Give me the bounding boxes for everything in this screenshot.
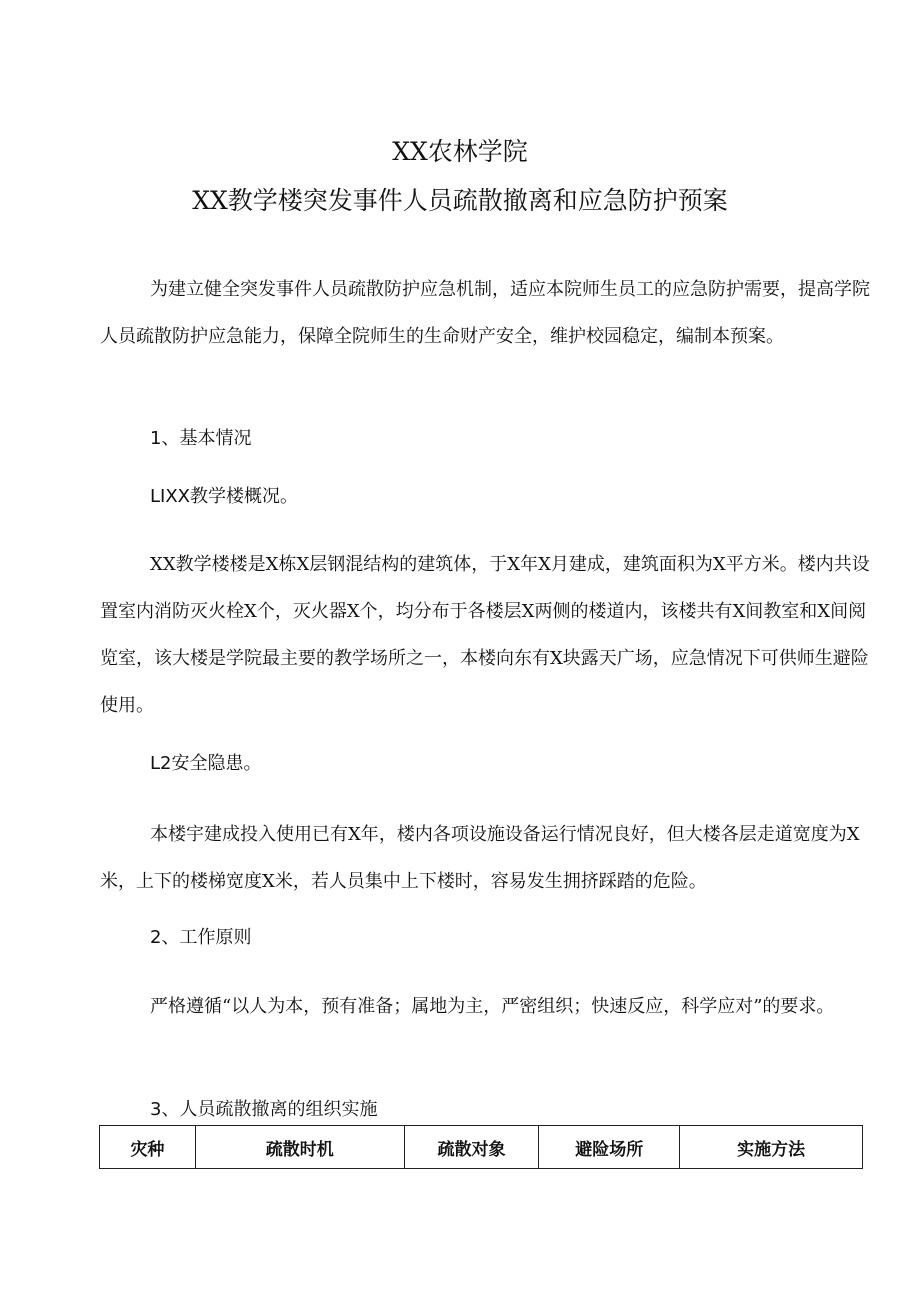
- section1-2-heading: L2安全隐患。: [150, 753, 262, 774]
- table-header-cell: 疏散时机: [195, 1126, 404, 1169]
- section2-text: 严格遵循“以人为本，预有准备；属地为主，严密组织；快速反应，科学应对”的要求。: [150, 996, 835, 1017]
- table-header-cell: 避险场所: [539, 1126, 680, 1169]
- table-header-cell: 疏散对象: [404, 1126, 539, 1169]
- section1-1-text: XX教学楼楼是X栋X层钢混结构的建筑体，于X年X月建成，建筑面积为X平方米。楼内共设置室内消防灭火栓X个，灭火器X个，均分布于各楼层X两侧的楼道内，该楼共有X间教室和X间阅览室，该大楼是学院最主要的教学场所之一，本楼向东有X块露天广场，应急情况下可供师生避险使用。: [100, 554, 870, 716]
- intro-paragraph: [100, 266, 870, 360]
- table-header-row: [100, 1126, 863, 1169]
- table-header-cell: 实施方法: [680, 1126, 863, 1169]
- section1-2-text: 本楼宇建成投入使用已有X年，楼内各项设施设备运行情况良好，但大楼各层走道宽度为X米，上下的楼梯宽度X米，若人员集中上下楼时，容易发生拥挤踩踏的危险。: [100, 824, 860, 892]
- table-header-cell: 灾种: [100, 1126, 196, 1169]
- section3-heading: 3、人员疏散撤离的组织实施: [150, 1099, 378, 1120]
- section2-paragraph: [100, 983, 870, 1030]
- section1-1-paragraph: [100, 541, 870, 729]
- section1-2-paragraph: [100, 811, 870, 905]
- document-title-plan: XX教学楼突发事件人员疏散撤离和应急防护预案: [192, 186, 728, 215]
- evacuation-table: [99, 1125, 863, 1169]
- section1-1-heading: LIXX教学楼概况。: [150, 486, 298, 507]
- section2-heading: 2、工作原则: [150, 927, 252, 948]
- document-title-institution: XX农林学院: [392, 137, 528, 166]
- intro-text: 为建立健全突发事件人员疏散防护应急机制，适应本院师生员工的应急防护需要，提高学院人员疏散防护应急能力，保障全院师生的生命财产安全，维护校园稳定，编制本预案。: [100, 279, 870, 347]
- section1-heading: 1、基本情况: [150, 428, 252, 449]
